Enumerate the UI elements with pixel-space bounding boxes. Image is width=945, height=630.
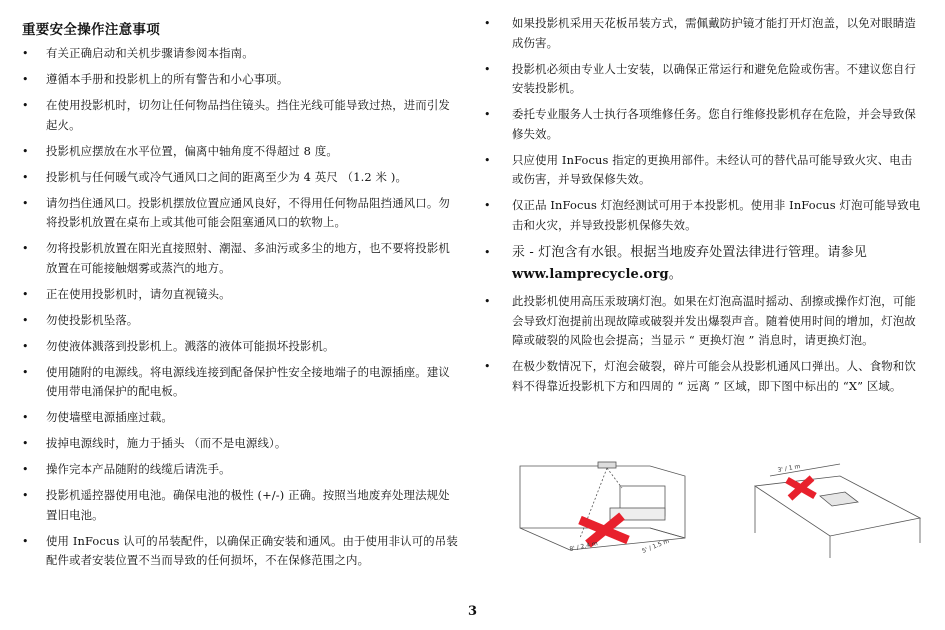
ceiling-depth-label: 8' / 2.4 m (568, 540, 599, 553)
floor-edge (520, 528, 570, 550)
table-projector-illustration (755, 464, 920, 558)
list-item: • 勿使投影机坠落。 (20, 311, 460, 331)
list-item: • 在使用投影机时，切勿让任何物品挡住镜头。挡住光线可能导致过热，进而引发起火。 (20, 96, 460, 135)
keep-away-zone-figures (510, 458, 930, 558)
list-item: • 使用随附的电源线。将电源线连接到配备保护性安全接地端子的电源插座。建议使用带电涌保护的配电板。 (20, 363, 460, 402)
page-number: 3 (467, 604, 478, 619)
list-item: • 请勿挡住通风口。投影机摆放位置应通风良好，不得用任何物品阻挡通风口。勿将投影机放置在桌布上或其他可能会阻塞通风口的软物上。 (20, 194, 460, 233)
mercury-end: 。 (668, 266, 682, 282)
list-item: • 在极少数情况下，灯泡会破裂，碎片可能会从投影机通风口弹出。人、食物和饮料不得靠近投影机下方和四周的 “ 远离 ” 区域，即下图中标出的 “X” 区域。 (482, 357, 922, 396)
list-item: • 勿使墙壁电源插座过载。 (20, 408, 460, 428)
page-title: 重要安全操作注意事项 (22, 22, 160, 38)
list-item: • 委托专业服务人士执行各项维修任务。您自行维修投影机存在危险，并会导致保修失效。 (482, 105, 922, 144)
list-item: • 勿使液体溅落到投影机上。溅落的液体可能损坏投影机。 (20, 337, 460, 357)
floor-edge-right (650, 528, 685, 538)
beam-line (607, 468, 622, 488)
list-item: • 正在使用投影机时，请勿直视镜头。 (20, 285, 460, 305)
list-item: • 拔掉电源线时，施力于插头 （而不是电源线）。 (20, 434, 460, 454)
table-top (755, 476, 920, 536)
list-item: • 遵循本手册和投影机上的所有警告和小心事项。 (20, 70, 460, 90)
list-item: • 有关正确启动和关机步骤请参阅本指南。 (20, 44, 460, 64)
list-item: • 投影机遥控器使用电池。确保电池的极性 (+/-) 正确。按照当地废弃处理法规处置旧电池。 (20, 486, 460, 525)
table-x-mark-icon (787, 478, 815, 498)
lamprecycle-link[interactable]: www.lamprecycle.org (512, 266, 669, 282)
ceiling-x-mark-icon (580, 516, 628, 544)
list-item: • 勿将投影机放置在阳光直接照射、潮湿、多油污或多尘的地方，也不要将投影机放置在可能接触烟雾或蒸汽的地方。 (20, 239, 460, 278)
list-item: • 操作完本产品随附的线缆后请洗手。 (20, 460, 460, 480)
list-item: • 此投影机使用高压汞玻璃灯泡。如果在灯泡高温时摇动、刮擦或操作灯泡，可能会导致灯泡提前出现故障或破裂并发出爆裂声音。随着使用时间的增加，灯泡故障或破裂的风险也会提高；当显示 “ 更换灯泡 ” 消息时，请更换灯泡。 (482, 292, 922, 351)
projector-body (820, 492, 858, 506)
projector-icon (598, 462, 616, 468)
left-list (20, 44, 460, 571)
list-item: • 投影机必须由专业人士安装，以确保正常运行和避免危险或伤害。不建议您自行安装投影机。 (482, 60, 922, 99)
left-column (20, 14, 460, 577)
list-item: • 仅正品 InFocus 灯泡经测试可用于本投影机。使用非 InFocus 灯泡可能导致电击和火灾，并导致投影机保修失效。 (482, 196, 922, 235)
list-item: • 只应使用 InFocus 指定的更换用部件。未经认可的替代品可能导致火灾、电击或伤害，并导致保修失效。 (482, 151, 922, 190)
right-list (482, 14, 922, 396)
table-distance-label: 3' / 1 m (777, 463, 801, 474)
ceiling-side-label: 5' / 1.5 m (641, 537, 671, 555)
mercury-warning-item (482, 242, 922, 286)
list-item: • 投影机应摆放在水平位置，偏离中轴角度不得超过 8 度。 (20, 142, 460, 162)
list-item: • 使用 InFocus 认可的吊装配件，以确保正确安装和通风。由于使用非认可的吊装配件或者安装位置不当而导致的任何损坏，不在保修范围之内。 (20, 532, 460, 571)
mercury-text: 汞 - 灯泡含有水银。根据当地废弃处置法律进行管理。请参见 (512, 244, 868, 260)
right-column (482, 14, 922, 403)
list-item: • 投影机与任何暖气或冷气通风口之间的距离至少为 4 英尺 （1.2 米 )。 (20, 168, 460, 188)
list-item: • 如果投影机采用天花板吊装方式，需佩戴防护镜才能打开灯泡盖，以免对眼睛造成伤害。 (482, 14, 922, 53)
